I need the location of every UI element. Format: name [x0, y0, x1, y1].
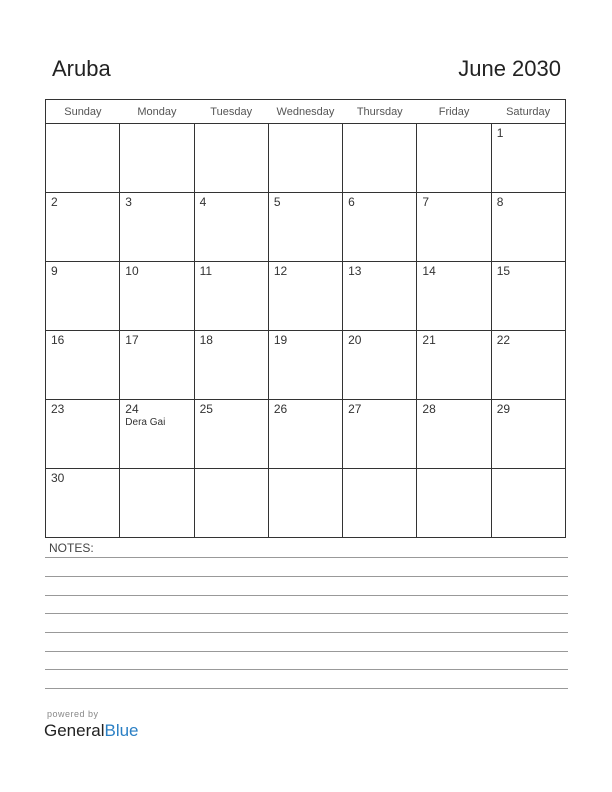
day-number: 30 — [51, 471, 65, 485]
day-cell — [120, 262, 194, 331]
weekday-header: Tuesday — [194, 100, 268, 124]
day-number: 11 — [199, 264, 213, 278]
day-number: 22 — [496, 333, 511, 347]
day-cell — [343, 331, 417, 400]
day-cell — [46, 262, 120, 331]
day-number: 9 — [51, 264, 58, 278]
generalblue-logo — [44, 721, 139, 741]
weekday-header: Wednesday — [268, 100, 342, 124]
day-cell — [343, 469, 417, 538]
day-cell — [120, 469, 194, 538]
week-row — [46, 400, 566, 469]
note-line — [45, 576, 568, 577]
day-cell — [343, 400, 417, 469]
weekday-header: Sunday — [46, 100, 120, 124]
day-cell — [268, 331, 342, 400]
day-number: 14 — [422, 264, 436, 278]
weekday-header-row — [46, 100, 566, 124]
weekday-header: Friday — [417, 100, 491, 124]
note-line — [45, 595, 568, 596]
day-cell — [417, 400, 491, 469]
day-number: 10 — [125, 264, 139, 278]
day-number: 8 — [496, 195, 504, 209]
day-number: 2 — [51, 195, 58, 209]
day-number: 7 — [422, 195, 430, 209]
day-cell — [46, 469, 120, 538]
notes-label: NOTES: — [49, 541, 94, 555]
week-row — [46, 331, 566, 400]
day-number: 18 — [199, 333, 213, 347]
day-cell — [491, 262, 565, 331]
day-cell — [120, 331, 194, 400]
week-row — [46, 124, 566, 193]
day-number: 27 — [348, 402, 362, 416]
day-cell — [46, 193, 120, 262]
day-number: 21 — [422, 333, 436, 347]
weekday-header: Saturday — [491, 100, 565, 124]
day-number: 6 — [348, 195, 355, 209]
day-cell — [417, 331, 491, 400]
weekday-header: Thursday — [343, 100, 417, 124]
day-cell — [46, 331, 120, 400]
calendar-grid — [45, 99, 566, 538]
note-line — [45, 651, 568, 652]
day-number: 25 — [199, 402, 213, 416]
day-number: 5 — [273, 195, 281, 209]
logo-text-blue: Blue — [104, 721, 139, 740]
note-line — [45, 632, 568, 633]
day-cell — [343, 193, 417, 262]
country-title: Aruba — [52, 56, 111, 81]
week-row — [46, 262, 566, 331]
day-number: 20 — [348, 333, 362, 347]
day-number: 28 — [422, 402, 436, 416]
day-cell — [194, 469, 268, 538]
day-number: 12 — [273, 264, 288, 278]
day-number: 13 — [348, 264, 362, 278]
day-cell — [46, 400, 120, 469]
day-cell — [268, 262, 342, 331]
weekday-header: Monday — [120, 100, 194, 124]
powered-by-text: powered by — [47, 709, 99, 719]
day-number: 4 — [199, 195, 207, 209]
note-line — [45, 688, 568, 689]
day-cell — [120, 193, 194, 262]
day-cell — [46, 124, 120, 193]
note-line — [45, 557, 568, 558]
day-cell — [491, 331, 565, 400]
day-cell — [268, 400, 342, 469]
logo-text-general: General — [44, 721, 105, 740]
day-cell — [194, 193, 268, 262]
day-cell — [491, 124, 565, 193]
day-cell — [268, 124, 342, 193]
day-cell — [417, 124, 491, 193]
day-cell — [417, 193, 491, 262]
day-cell — [491, 469, 565, 538]
note-line — [45, 613, 568, 614]
day-number: 1 — [496, 126, 504, 140]
day-cell — [268, 193, 342, 262]
note-line — [45, 669, 568, 670]
day-cell — [343, 262, 417, 331]
day-cell — [417, 469, 491, 538]
day-cell — [194, 262, 268, 331]
day-cell — [268, 469, 342, 538]
day-cell — [194, 331, 268, 400]
day-number: 3 — [125, 195, 132, 209]
month-year-title: June 2030 — [458, 56, 561, 81]
day-cell — [343, 124, 417, 193]
day-cell — [120, 400, 194, 469]
day-number: 26 — [273, 402, 288, 416]
day-cell — [120, 124, 194, 193]
day-cell — [194, 400, 268, 469]
week-row — [46, 193, 566, 262]
week-row — [46, 469, 566, 538]
day-number: 23 — [51, 402, 65, 416]
day-number: 29 — [496, 402, 511, 416]
day-number: 16 — [51, 333, 65, 347]
day-cell — [491, 400, 565, 469]
day-number: 19 — [273, 333, 288, 347]
holiday-label: Dera Gai — [125, 417, 166, 428]
day-number: 24 — [125, 402, 139, 416]
day-cell — [491, 193, 565, 262]
day-cell — [194, 124, 268, 193]
day-cell — [417, 262, 491, 331]
day-number: 15 — [496, 264, 511, 278]
day-number: 17 — [125, 333, 139, 347]
